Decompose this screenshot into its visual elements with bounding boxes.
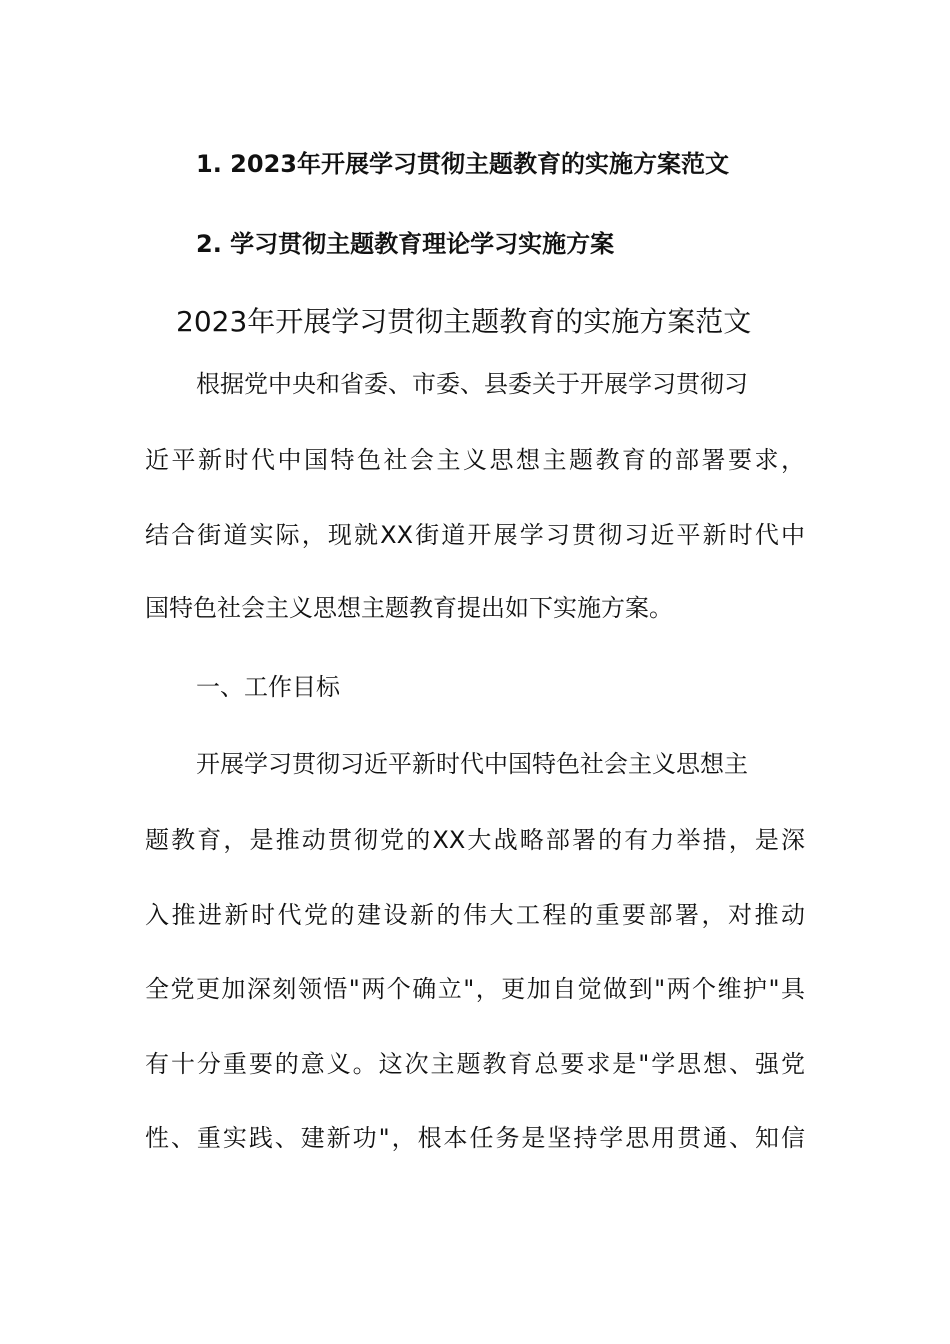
section1-line-3: 入推进新时代党的建设新的伟大工程的重要部署，对推动 bbox=[145, 901, 805, 929]
section-heading-work-goals: 一、工作目标 bbox=[196, 673, 340, 701]
toc-item-1[interactable]: 1. 2023年开展学习贯彻主题教育的实施方案范文 bbox=[196, 150, 729, 178]
toc-item-2[interactable]: 2. 学习贯彻主题教育理论学习实施方案 bbox=[196, 230, 615, 258]
intro-line-2: 近平新时代中国特色社会主义思想主题教育的部署要求， bbox=[145, 446, 805, 474]
intro-line-4: 国特色社会主义思想主题教育提出如下实施方案。 bbox=[145, 594, 673, 622]
section1-line-1: 开展学习贯彻习近平新时代中国特色社会主义思想主 bbox=[196, 750, 748, 778]
section1-line-2: 题教育，是推动贯彻党的XX大战略部署的有力举措，是深 bbox=[145, 826, 805, 854]
document-title: 2023年开展学习贯彻主题教育的实施方案范文 bbox=[176, 305, 752, 338]
section1-line-4: 全党更加深刻领悟"两个确立"，更加自觉做到"两个维护"具 bbox=[145, 975, 805, 1003]
intro-line-3: 结合街道实际，现就XX街道开展学习贯彻习近平新时代中 bbox=[145, 521, 805, 549]
section1-line-5: 有十分重要的意义。这次主题教育总要求是"学思想、强党 bbox=[145, 1050, 805, 1078]
intro-line-1: 根据党中央和省委、市委、县委关于开展学习贯彻习 bbox=[196, 370, 748, 398]
section1-line-6: 性、重实践、建新功"，根本任务是坚持学思用贯通、知信 bbox=[145, 1124, 805, 1152]
